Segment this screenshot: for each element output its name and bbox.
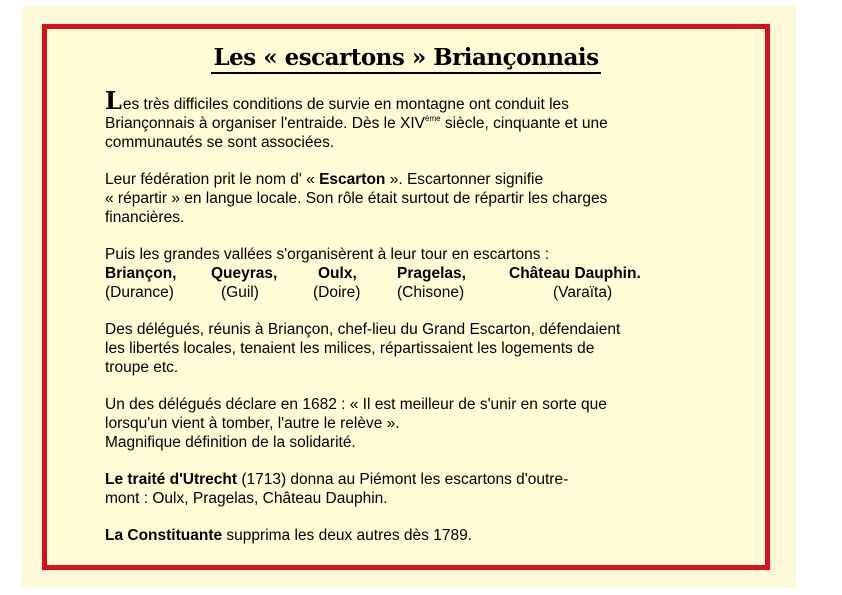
text-line: lorsqu'un vient à tomber, l'autre le relève ». [105, 415, 400, 432]
text-line: Magnifique définition de la solidarité. [105, 434, 356, 451]
drop-cap: L [105, 86, 122, 115]
paragraph-constituante [105, 526, 715, 545]
river-name: (Durance) [105, 284, 174, 301]
text-line: (1713) donna au Piémont les escartons d'outre- [237, 471, 569, 488]
river-name: (Varaïta) [553, 284, 613, 301]
rivers-row [105, 283, 715, 302]
paragraph-valleys [105, 245, 715, 302]
escarton-name: Oulx, [318, 265, 357, 282]
text-line: Des délégués, réunis à Briançon, chef-lieu du Grand Escarton, défendaient [105, 321, 621, 338]
escarton-name: Château Dauphin. [509, 265, 641, 282]
paragraph-utrecht [105, 470, 715, 508]
text-line: mont : Oulx, Pragelas, Château Dauphin. [105, 490, 388, 507]
bold-term: Escarton [319, 171, 386, 188]
escarton-name: Queyras, [211, 265, 278, 282]
title-text: Les « escartons » Briançonnais [211, 44, 600, 74]
bold-term: Le traité d'Utrecht [105, 471, 238, 488]
red-frame [42, 24, 770, 570]
text-line: « répartir » en langue locale. Son rôle était surtout de répartir les charges [105, 190, 608, 207]
text-line: troupe etc. [105, 359, 179, 376]
paragraph-intro [105, 86, 715, 152]
text-line: communautés se sont associées. [105, 134, 335, 151]
escartons-row [105, 264, 715, 283]
paragraph-quote [105, 395, 715, 452]
document-body [105, 86, 715, 563]
text-line: Puis les grandes vallées s'organisèrent à leur tour en escartons : [105, 246, 550, 263]
escarton-name: Pragelas, [397, 265, 466, 282]
paragraph-federation [105, 170, 715, 227]
text-line: Un des délégués déclare en 1682 : « Il est meilleur de s'unir en sorte que [105, 396, 607, 413]
river-name: (Doire) [313, 284, 361, 301]
text-line: Leur fédération prit le nom d' « [105, 171, 320, 188]
text-line: siècle, cinquante et une [440, 115, 608, 132]
text-line: ». Escartonner signifie [385, 171, 544, 188]
text-line: financières. [105, 209, 185, 226]
river-name: (Chisone) [397, 284, 465, 301]
text-line: es très difficiles conditions de survie en montagne ont conduit les [122, 96, 569, 113]
text-line: Briançonnais à organiser l'entraide. Dès le XIV [105, 115, 426, 132]
escarton-name: Briançon, [105, 265, 177, 282]
river-name: (Guil) [221, 284, 259, 301]
superscript: ème [425, 114, 441, 123]
text-line: supprima les deux autres dès 1789. [222, 527, 472, 544]
bold-term: La Constituante [105, 527, 223, 544]
paragraph-delegates [105, 320, 715, 377]
page-title [47, 44, 765, 71]
text-line: les libertés locales, tenaient les milices, répartissaient les logements de [105, 340, 595, 357]
